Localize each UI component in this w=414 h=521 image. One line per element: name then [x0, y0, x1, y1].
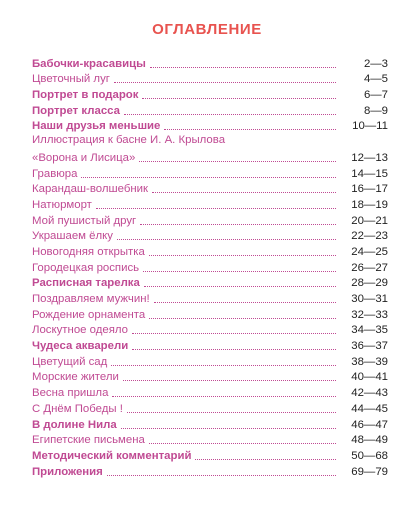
toc-entry-title: Лоскутное одеяло — [32, 324, 128, 337]
dot-leader — [114, 82, 336, 83]
toc-entry-pages: 48—49 — [351, 434, 388, 447]
toc-entry-title: Бабочки-красавицы — [32, 57, 146, 70]
dot-leader — [107, 475, 336, 476]
toc-entry-title: Рождение орнамента — [32, 308, 146, 321]
toc-entry[interactable] — [32, 416, 388, 432]
dot-leader — [149, 255, 336, 256]
dot-leader — [112, 396, 336, 397]
dot-leader — [121, 428, 336, 429]
dot-leader — [132, 333, 336, 334]
toc-entry-title-line2: «Ворона и Лисица» — [32, 151, 136, 164]
toc-entry-title: Карандаш-волшебник — [32, 183, 149, 196]
toc-entry[interactable] — [32, 432, 388, 448]
toc-entry[interactable] — [32, 369, 388, 385]
toc-entry-title: Приложения — [32, 465, 103, 478]
toc-entry[interactable] — [32, 337, 388, 353]
toc-entry-title: Новогодняя открытка — [32, 245, 145, 258]
toc-entry[interactable] — [32, 71, 388, 87]
toc-entry[interactable] — [32, 259, 388, 275]
toc-entry-pages: 2—3 — [363, 57, 388, 70]
toc-entry-continuation — [32, 149, 388, 165]
toc-entry-title: В долине Нила — [32, 418, 117, 431]
toc-entry-title: Портрет класса — [32, 104, 120, 117]
toc-entry[interactable] — [32, 463, 388, 479]
dot-leader — [143, 271, 336, 272]
toc-entry[interactable] — [32, 353, 388, 369]
toc-entry-pages: 44—45 — [351, 402, 388, 415]
toc-entry-pages: 6—7 — [363, 89, 388, 102]
dot-leader — [144, 286, 336, 287]
toc-entry[interactable] — [32, 55, 388, 71]
toc-entry[interactable] — [32, 86, 388, 102]
toc-entry[interactable] — [32, 290, 388, 306]
toc-entry-pages: 20—21 — [351, 214, 388, 227]
toc-entry[interactable] — [32, 118, 388, 134]
toc-entry-pages: 14—15 — [351, 167, 388, 180]
dot-leader — [152, 192, 336, 193]
dot-leader — [195, 459, 336, 460]
toc-entry-title: Весна пришла — [32, 387, 109, 400]
toc-entry-pages: 28—29 — [351, 277, 388, 290]
toc-entry-pages: 36—37 — [351, 340, 388, 353]
toc-entry[interactable] — [32, 196, 388, 212]
toc-entry-pages: 30—31 — [351, 293, 388, 306]
dot-leader — [164, 129, 336, 130]
toc-entry-pages: 46—47 — [351, 418, 388, 431]
toc-entry[interactable] — [32, 133, 388, 164]
dot-leader — [117, 239, 336, 240]
toc-entry[interactable] — [32, 322, 388, 338]
dot-leader — [150, 67, 336, 68]
toc-entry-pages: 42—43 — [351, 387, 388, 400]
toc-entry-title: Морские жители — [32, 371, 119, 384]
toc-title: ОГЛАВЛЕНИЕ — [152, 21, 262, 38]
toc-entry-pages: 12—13 — [351, 151, 388, 164]
toc-entry-pages: 4—5 — [363, 73, 388, 86]
toc-entry[interactable] — [32, 384, 388, 400]
toc-entry[interactable] — [32, 165, 388, 181]
toc-entry-pages: 10—11 — [352, 120, 388, 133]
dot-leader — [132, 349, 336, 350]
toc-entry-pages: 18—19 — [351, 198, 388, 211]
toc-entry-title: Египетские письмена — [32, 434, 145, 447]
toc-entry[interactable] — [32, 243, 388, 259]
toc-entry-pages: 50—68 — [351, 449, 388, 462]
dot-leader — [111, 365, 336, 366]
dot-leader — [127, 412, 336, 413]
toc-entry[interactable] — [32, 275, 388, 291]
toc-entry-title: Портрет в подарок — [32, 89, 139, 102]
dot-leader — [139, 161, 336, 162]
toc-entry-title: Натюрморт — [32, 198, 92, 211]
toc-entry[interactable] — [32, 212, 388, 228]
toc-entry[interactable] — [32, 228, 388, 244]
toc-entry[interactable] — [32, 102, 388, 118]
dot-leader — [81, 177, 336, 178]
toc-entry[interactable] — [32, 447, 388, 463]
toc-entry-pages: 40—41 — [351, 371, 388, 384]
toc-entry-pages: 32—33 — [351, 308, 388, 321]
dot-leader — [124, 114, 336, 115]
toc-entry[interactable] — [32, 400, 388, 416]
toc-entry-pages: 24—25 — [351, 245, 388, 258]
toc-entry-title: Поздравляем мужчин! — [32, 293, 150, 306]
toc-entry-title: Методический комментарий — [32, 449, 192, 462]
dot-leader — [96, 208, 336, 209]
dot-leader — [140, 224, 336, 225]
toc-entry-title: Цветущий сад — [32, 355, 108, 368]
toc-entry-title: Чудеса акварели — [32, 340, 129, 353]
toc-list — [32, 55, 388, 479]
toc-entry-pages: 16—17 — [351, 183, 388, 196]
dot-leader — [149, 443, 336, 444]
dot-leader — [154, 302, 336, 303]
dot-leader — [142, 98, 336, 99]
toc-entry-title: Городецкая роспись — [32, 261, 140, 274]
toc-entry-title: Расписная тарелка — [32, 277, 140, 290]
toc-entry-pages: 34—35 — [351, 324, 388, 337]
toc-entry-title: Мой пушистый друг — [32, 214, 137, 227]
toc-entry-pages: 26—27 — [351, 261, 388, 274]
toc-entry-title: Гравюра — [32, 167, 78, 180]
toc-entry-pages: 8—9 — [363, 104, 388, 117]
dot-leader — [123, 380, 336, 381]
toc-entry-pages: 38—39 — [351, 355, 388, 368]
toc-entry-title: Наши друзья меньшие — [32, 120, 161, 133]
toc-entry-title: Цветочный луг — [32, 73, 110, 86]
toc-entry[interactable] — [32, 306, 388, 322]
toc-entry-title: Иллюстрация к басне И. А. Крылова — [32, 134, 226, 147]
toc-entry-pages: 69—79 — [351, 465, 388, 478]
toc-entry[interactable] — [32, 181, 388, 197]
toc-entry-title: Украшаем ёлку — [32, 230, 113, 243]
dot-leader — [149, 318, 336, 319]
toc-entry-title: С Днём Победы ! — [32, 402, 123, 415]
toc-entry-pages: 22—23 — [351, 230, 388, 243]
